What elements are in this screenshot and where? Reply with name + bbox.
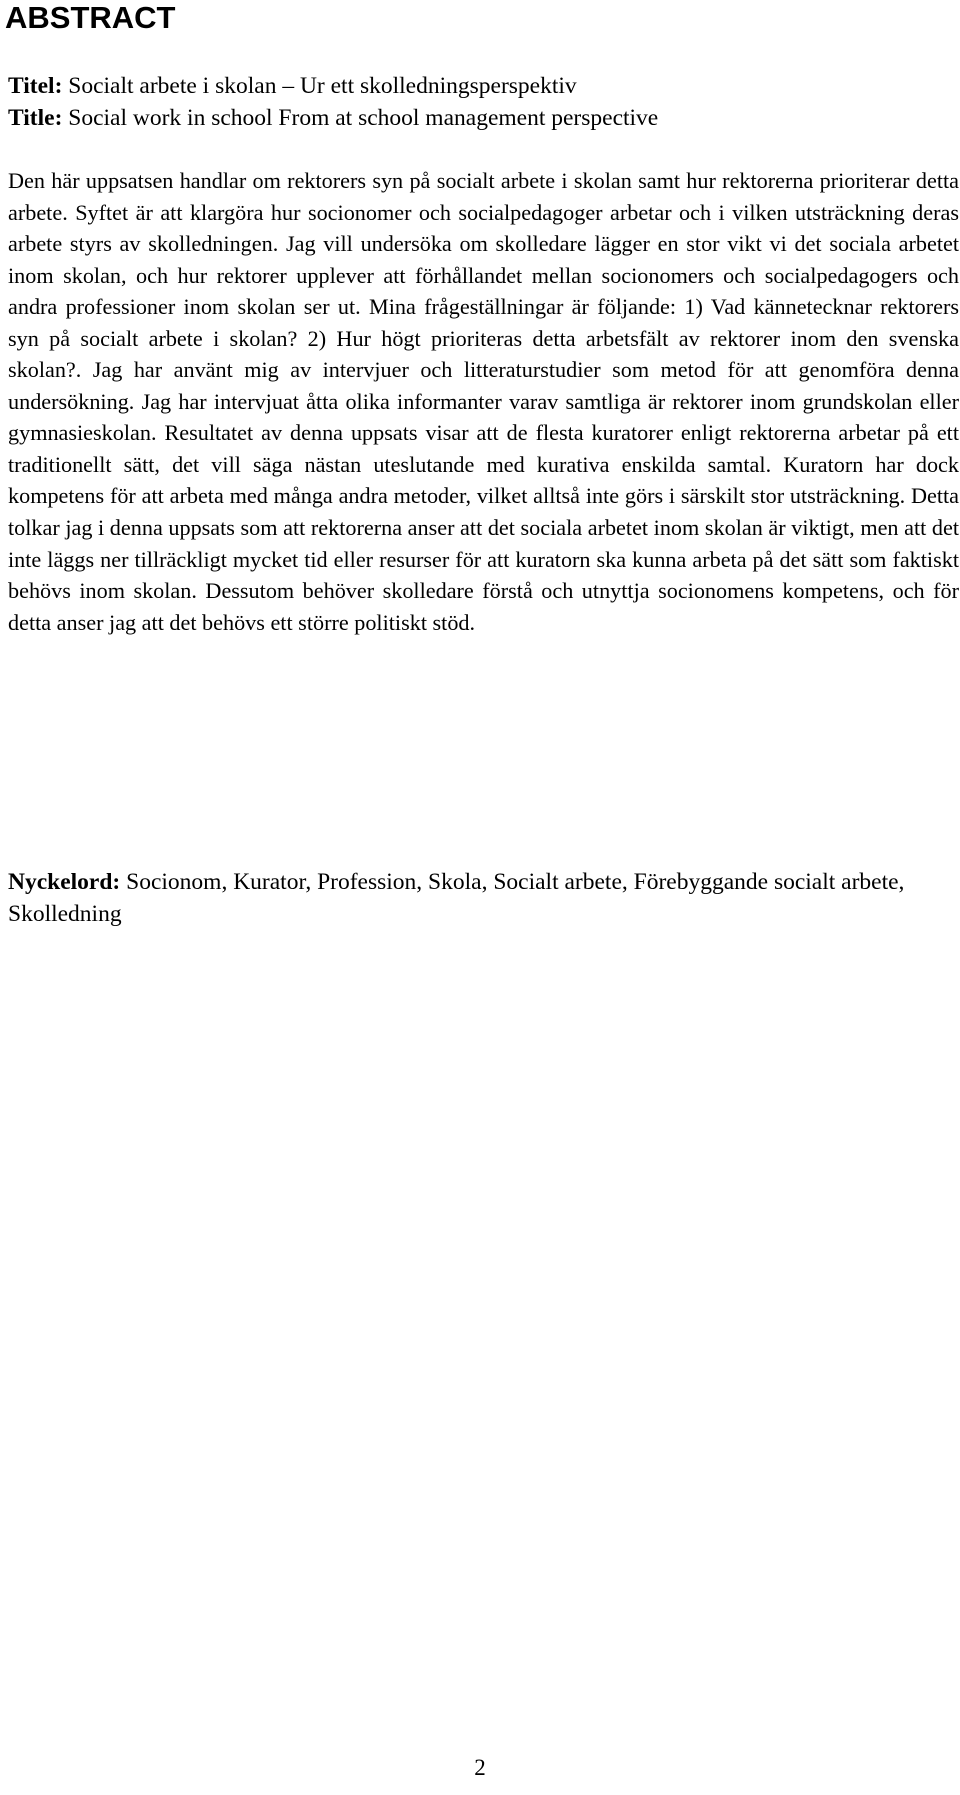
abstract-heading: ABSTRACT (5, 0, 176, 35)
page-number (0, 1755, 960, 1781)
english-title-row (8, 102, 948, 134)
keywords-label: Nyckelord: (8, 869, 121, 895)
keywords-paragraph (8, 866, 959, 930)
swedish-title-row (8, 70, 948, 102)
english-title: Social work in school From at school management perspective (68, 105, 659, 131)
abstract-body-text: Den här uppsatsen handlar om rektorers syn på socialt arbete i skolan samt hur rektorerna prioriterar detta arbete. Syftet är att klargöra hur socionomer och socialpedagoger arbetar och i vilken utsträckning deras arbete styrs av skolledningen. Jag vill undersöka om skolledare lägger en stor vikt vi det sociala arbetet inom skolan, och hur rektorer upplever att förhållandet mellan socionomers och socialpedagogers och andra professioner inom skolan ser ut. Mina frågeställningar är följande: 1) Vad kännetecknar rektorers syn på socialt arbete i skolan? 2) Hur högt prioriteras detta arbetsfält av rektorer inom den svenska skolan?. Jag har använt mig av intervjuer och litteraturstudier som metod för att genomföra denna undersökning. Jag har intervjuat åtta olika informanter varav samtliga är rektorer inom grundskolan eller gymnasieskolan. Resultatet av denna uppsats visar att de flesta kuratorer enligt rektorerna arbetar på ett traditionellt sätt, det vill säga nästan uteslutande med kurativa enskilda samtal. Kuratorn har dock kompetens för att arbeta med många andra metoder, vilket alltså inte görs i särskilt stor utsträckning. Detta tolkar jag i denna uppsats som att rektorerna anser att det sociala arbetet inom skolan är viktigt, men att det inte läggs ner tillräckligt mycket tid eller resurser för att kuratorn ska kunna arbeta på det sätt som faktiskt behövs inom skolan. Dessutom behöver skolledare förstå och utnyttja socionomens kompetens, och för detta anser jag att det behövs ett större politiskt stöd. (8, 168, 959, 635)
keywords-list: Socionom, Kurator, Profession, Skola, Socialt arbete, Förebyggande socialt arbete, Skolledning (8, 869, 905, 927)
english-title-label: Title: (8, 105, 63, 131)
title-block (8, 70, 948, 134)
swedish-title-label: Titel: (8, 73, 63, 99)
swedish-title: Socialt arbete i skolan – Ur ett skolledningsperspektiv (68, 73, 577, 99)
page-number-text: 2 (474, 1755, 486, 1780)
